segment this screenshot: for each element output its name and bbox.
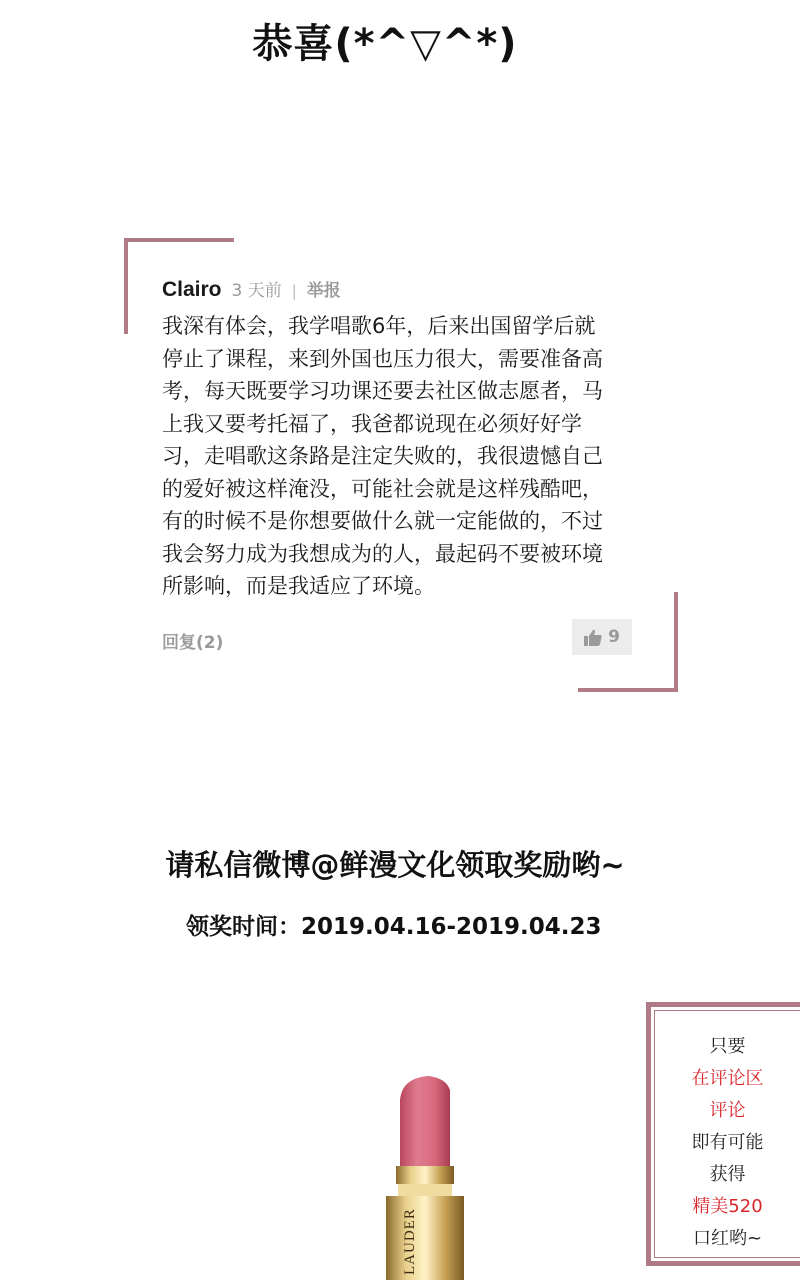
like-button[interactable] bbox=[572, 619, 632, 655]
comment-time: 3 天前 bbox=[231, 281, 282, 301]
comment-line: 习，走唱歌这条路是注定失败的，我很遗憾自己 bbox=[162, 444, 603, 468]
promo-line-highlight: 在评论区 bbox=[691, 1068, 764, 1089]
thumbs-up-icon bbox=[584, 629, 602, 646]
promo-line: 即有可能 bbox=[691, 1132, 764, 1153]
comment-line: 停止了课程，来到外国也压力很大，需要准备高 bbox=[162, 346, 603, 371]
comment-body bbox=[162, 310, 642, 603]
comment-card bbox=[124, 238, 678, 692]
claim-period: 领奖时间：2019.04.16-2019.04.23 bbox=[186, 914, 602, 940]
comment-header bbox=[162, 276, 341, 304]
promo-box bbox=[646, 1002, 800, 1266]
comment-username[interactable]: Clairo bbox=[162, 278, 222, 301]
lipstick-brand: LAUDER bbox=[402, 1208, 418, 1275]
promo-line-highlight: 评论 bbox=[709, 1100, 746, 1121]
report-link[interactable]: 举报 bbox=[306, 281, 341, 301]
like-count: 9 bbox=[608, 627, 620, 647]
comment-line: 我深有体会，我学唱歌6年，后来出国留学后就 bbox=[162, 314, 596, 338]
comment-line: 有的时候不是你想要做什么就一定能做的，不过 bbox=[162, 509, 603, 533]
page-title: 恭喜(*^▽^*) bbox=[252, 21, 518, 67]
lipstick-image bbox=[380, 1070, 470, 1284]
comment-line: 的爱好被这样淹没，可能社会就是这样残酷吧， bbox=[162, 476, 603, 501]
promo-line: 口红哟~ bbox=[692, 1228, 763, 1249]
weibo-invite: 请私信微博@鲜漫文化领取奖励哟~ bbox=[165, 848, 625, 882]
comment-line: 上我又要考托福了，我爸都说现在必须好好学 bbox=[162, 411, 582, 436]
promo-line: 获得 bbox=[709, 1164, 746, 1185]
promo-inner bbox=[654, 1010, 800, 1258]
comment-separator: | bbox=[291, 282, 297, 300]
reply-link[interactable]: 回复(2) bbox=[162, 633, 224, 653]
comment-line: 我会努力成为我想成为的人，最起码不要被环境 bbox=[162, 541, 603, 566]
promo-line-highlight: 精美520 bbox=[692, 1196, 763, 1217]
comment-line: 考，每天既要学习功课还要去社区做志愿者，马 bbox=[162, 379, 603, 403]
comment-line: 所影响，而是我适应了环境。 bbox=[162, 574, 435, 598]
promo-line: 只要 bbox=[709, 1036, 746, 1057]
